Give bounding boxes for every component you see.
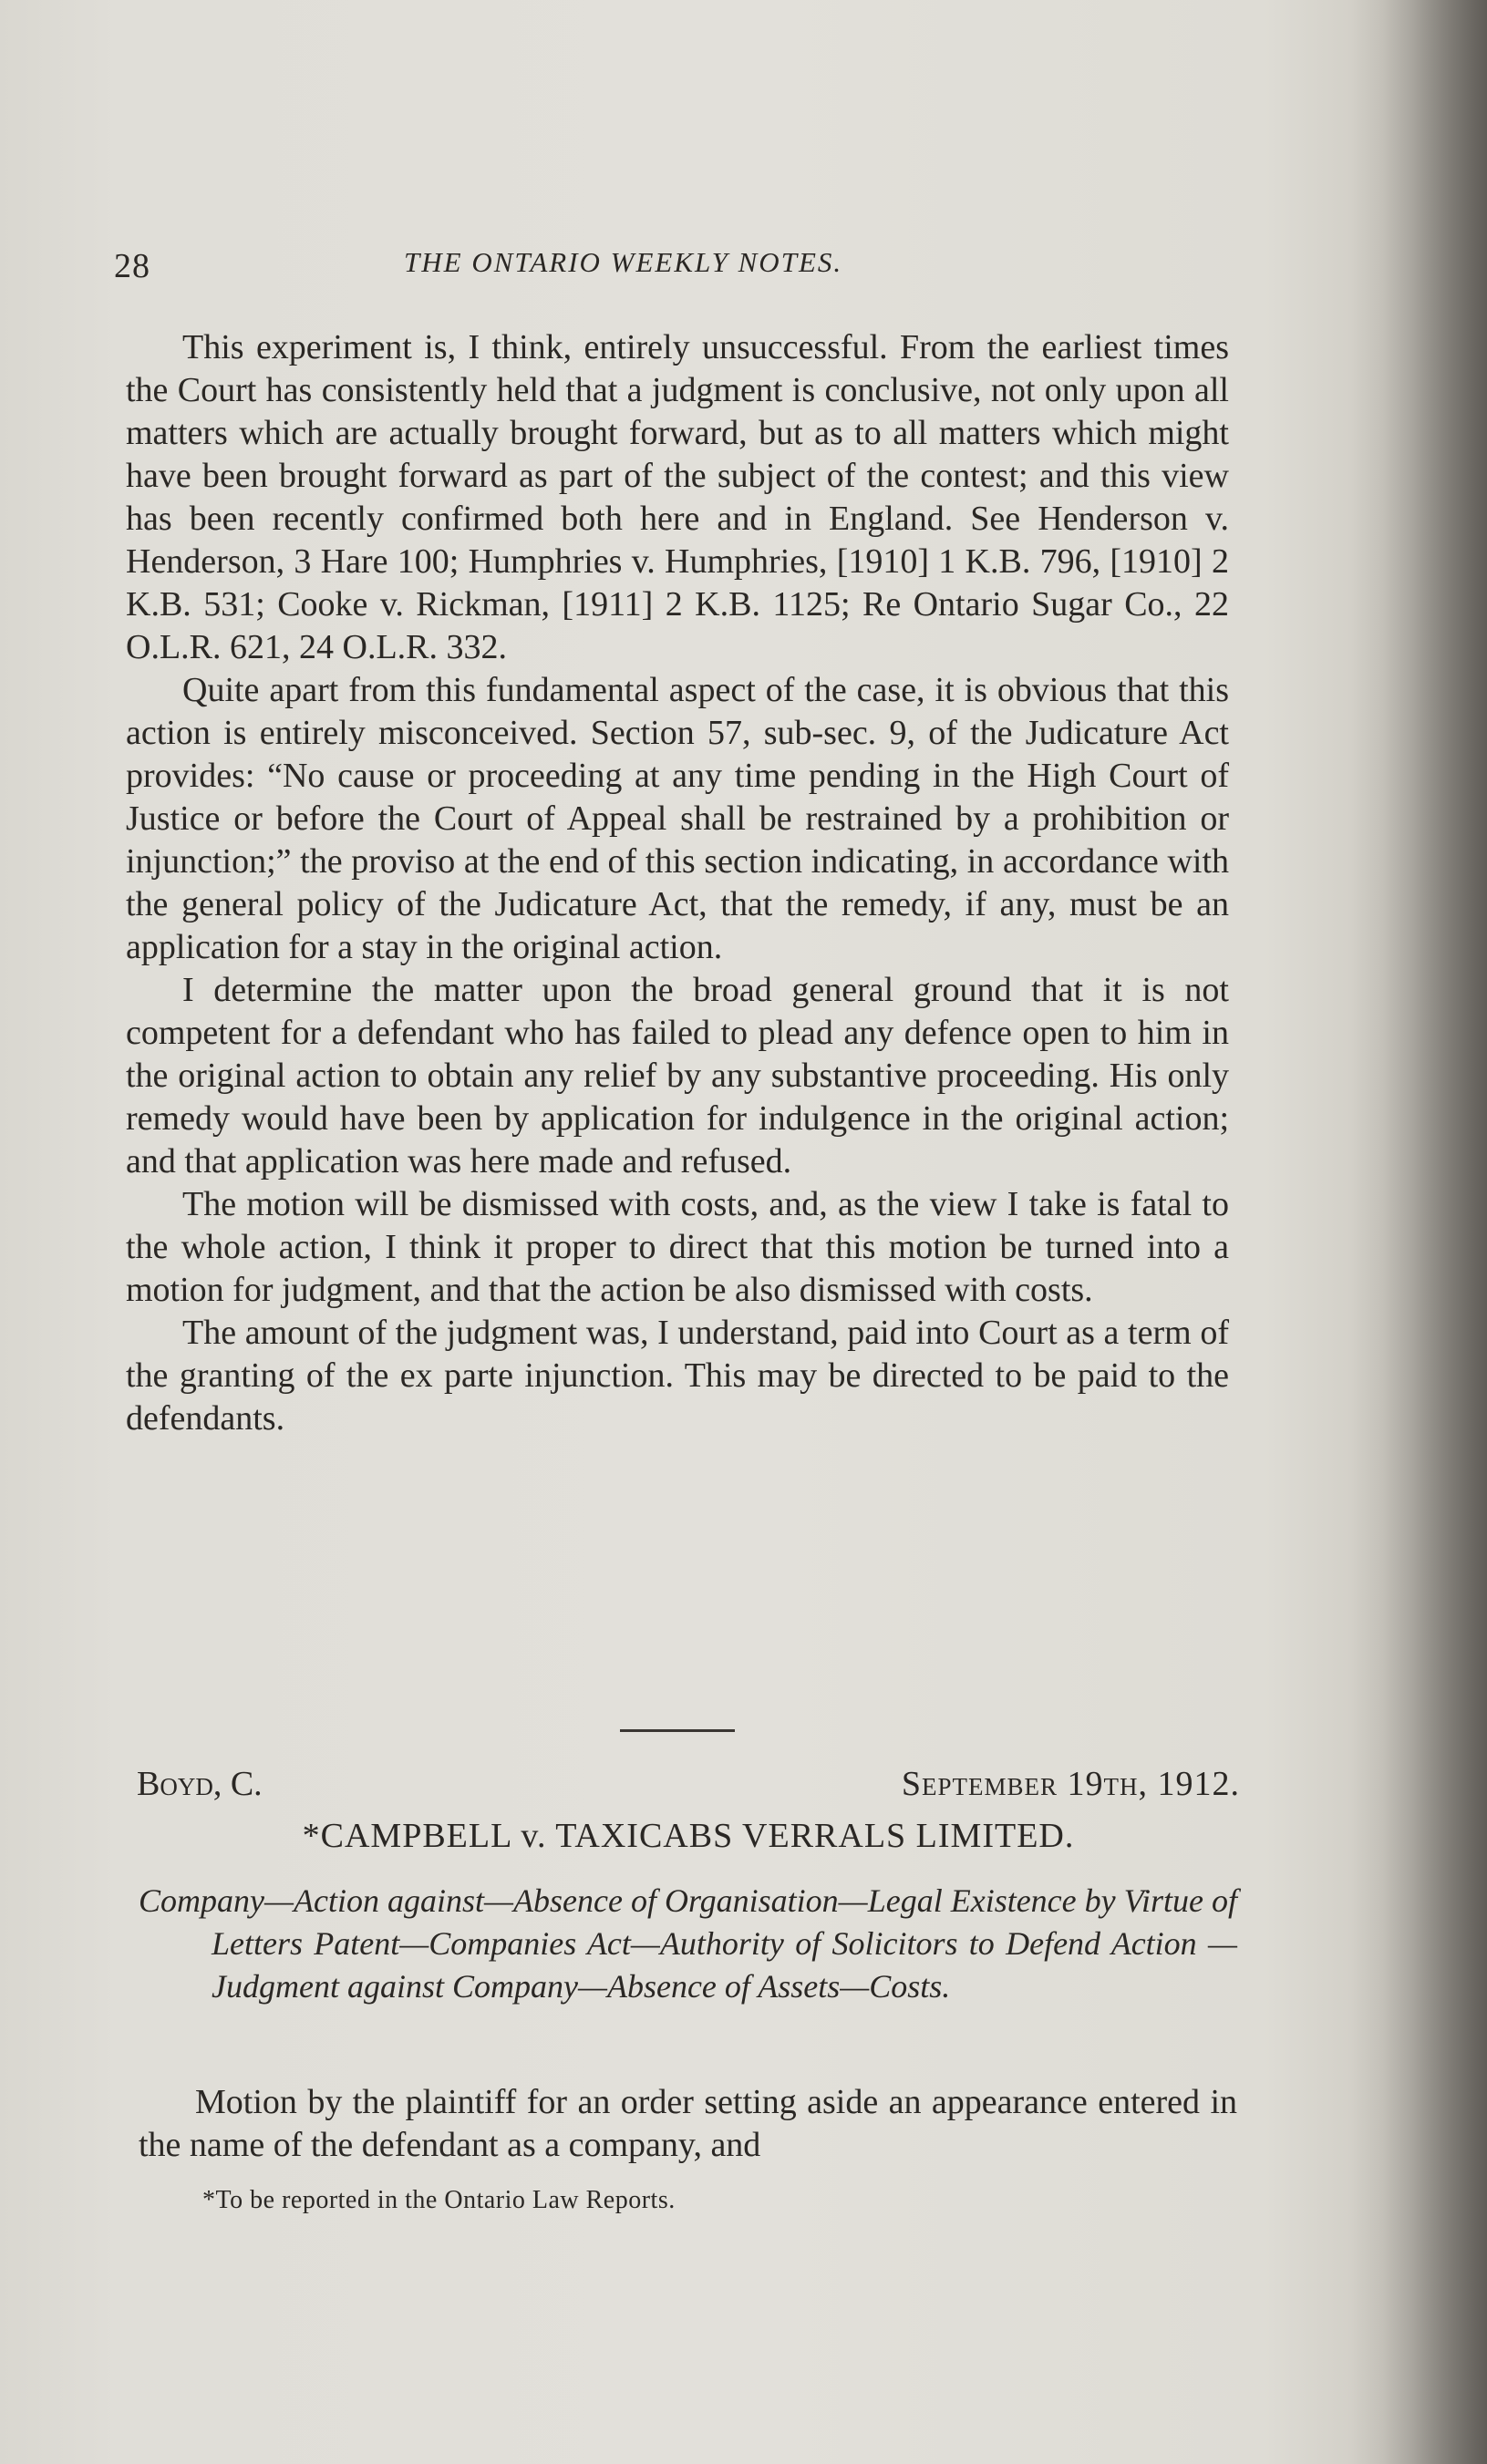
paragraph: Quite apart from this fundamental aspect of the case, it is obvious that this action is entirely misconceived. Section 57, sub-sec. 9, of the Judicature Act provides: “No cause or proceeding at any time pending in the High Court of Justice or before the Court of Appeal shall be restrained by a prohibition or injunction;” the proviso at the end of this section indicating, in accordance with the general policy of the Judicature Act, that the remedy, if any, must be an application for a stay in the original action. <box>126 671 1229 966</box>
decision-date: September 19th, 1912. <box>901 1765 1240 1803</box>
paragraph: The amount of the judgment was, I understand, paid into Court as a term of the granting of the ex parte injunction. This may be directed to be paid to the defendants. <box>126 1314 1229 1438</box>
headnote: Company—Action against—Absence of Organisation—Legal Existence by Virtue of Letters Patent—Companies Act—Authority of Solicitors to Defend Action — Judgment against Company—Absence of Assets—Costs. <box>139 1882 1237 2005</box>
paragraph: I determine the matter upon the broad general ground that it is not competent for a defendant who has failed to plead any defence open to him in the original action to obtain any relief by any substantive proceeding. His only remedy would have been by application for indulgence in the original action; and that application was here made and refused. <box>126 971 1229 1180</box>
paragraph: This experiment is, I think, entirely unsuccessful. From the earliest times the Court has consistently held that a judgment is conclusive, not only upon all matters which are actually brought forward, but as to all matters which might have been brought forward as part of the subject of the contest; and this view has been recently confirmed both here and in England. See Henderson v. Henderson, 3 Hare 100; Humphries v. Humphries, [1910] 1 K.B. 796, [1910] 2 K.B. 531; Cooke v. Rickman, [1911] 2 K.B. 1125; Re Ontario Sugar Co., 22 O.L.R. 621, 24 O.L.R. 332. <box>126 328 1229 666</box>
page-number: 28 <box>114 247 150 285</box>
running-head: THE ONTARIO WEEKLY NOTES. <box>404 246 843 278</box>
judge-line <box>137 1764 1240 1809</box>
page-gutter-shadow <box>1350 0 1487 2464</box>
case-title: *CAMPBELL v. TAXICABS VERRALS LIMITED. <box>302 1817 1075 1855</box>
motion-paragraph: Motion by the plaintiff for an order setting aside an appearance entered in the name of the defendant as a company, and <box>139 2083 1237 2164</box>
judge-name: Boyd, C. <box>137 1765 263 1803</box>
section-divider <box>620 1729 735 1732</box>
page-header <box>114 239 1231 290</box>
opinion-text <box>126 326 1229 1440</box>
paragraph: The motion will be dismissed with costs, and, as the view I take is fatal to the whole action, I think it proper to direct that this motion be turned into a motion for judgment, and that the action be also dismissed with costs. <box>126 1185 1229 1309</box>
footnote: *To be reported in the Ontario Law Reports. <box>202 2186 676 2214</box>
